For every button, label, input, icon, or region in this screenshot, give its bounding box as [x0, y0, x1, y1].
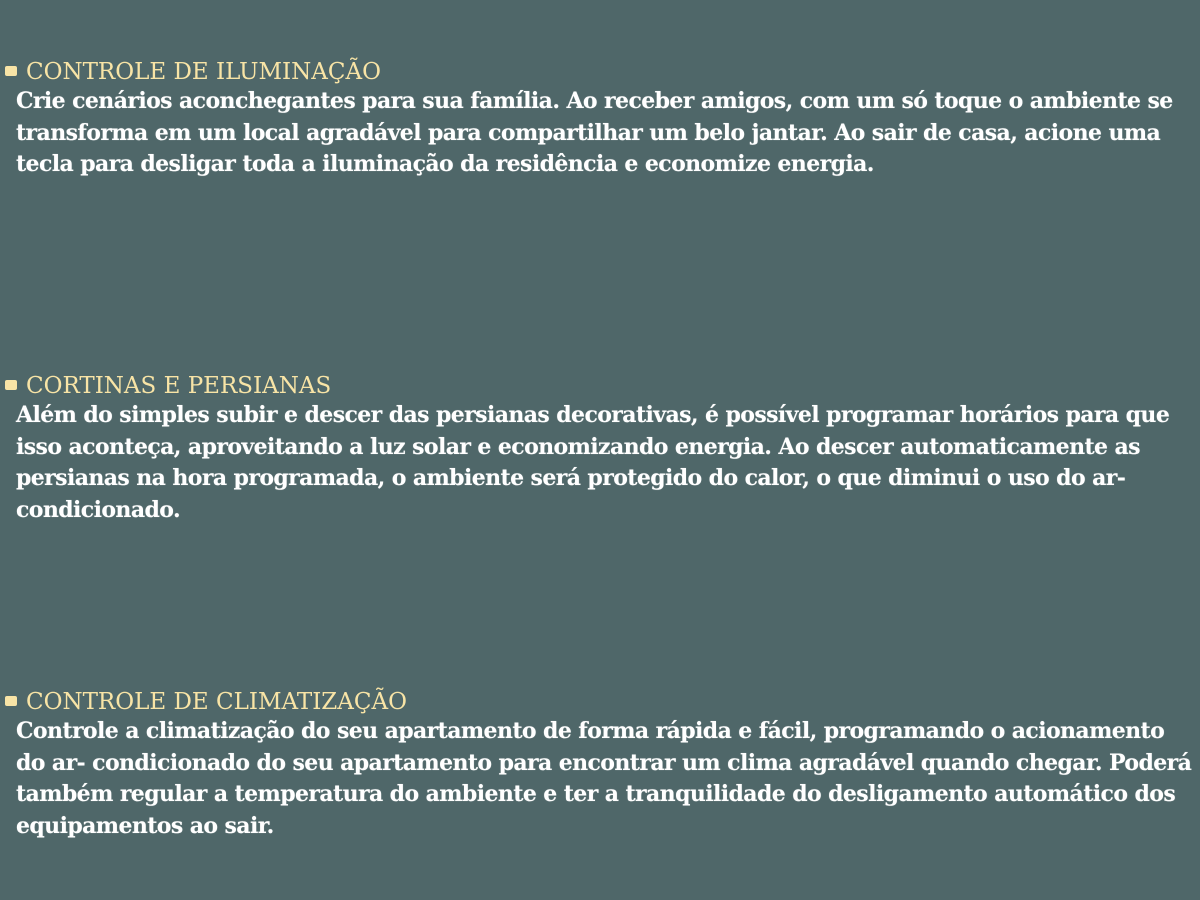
- section-title: CONTROLE DE CLIMATIZAÇÃO: [26, 689, 407, 715]
- section-description: Controle a climatização do seu apartamento de forma rápida e fácil, programando o acionamento do ar- condicionado do seu apartamento para encontrar um clima agradável quando chegar. Poderá também regular a temperatura do ambiente e ter a tranquilidade do desligamento automático dos equipamentos ao sair.: [16, 718, 1192, 839]
- section-title: CONTROLE DE ILUMINAÇÃO: [26, 59, 381, 85]
- feature-climate-control: [0, 688, 1200, 842]
- section-title: CORTINAS E PERSIANAS: [26, 373, 332, 399]
- bullet-square-icon: [5, 696, 17, 706]
- feature-lighting-control: [0, 58, 1200, 181]
- section-heading: [0, 688, 1200, 716]
- bullet-square-icon: [5, 380, 17, 390]
- section-heading: [0, 58, 1200, 86]
- feature-curtains-blinds: [0, 372, 1200, 526]
- section-description: Além do simples subir e descer das persianas decorativas, é possível programar horários para que isso aconteça, aproveitando a luz solar e economizando energia. Ao descer automaticamente as persianas na hora programada, o ambiente será protegido do calor, o que diminui o uso do ar-condicionado.: [16, 402, 1170, 523]
- section-description: Crie cenários aconchegantes para sua família. Ao receber amigos, com um só toque o ambiente se transforma em um local agradável para compartilhar um belo jantar. Ao sair de casa, acione uma tecla para desligar toda a iluminação da residência e economize energia.: [16, 88, 1173, 177]
- bullet-square-icon: [5, 66, 17, 76]
- section-heading: [0, 372, 1200, 400]
